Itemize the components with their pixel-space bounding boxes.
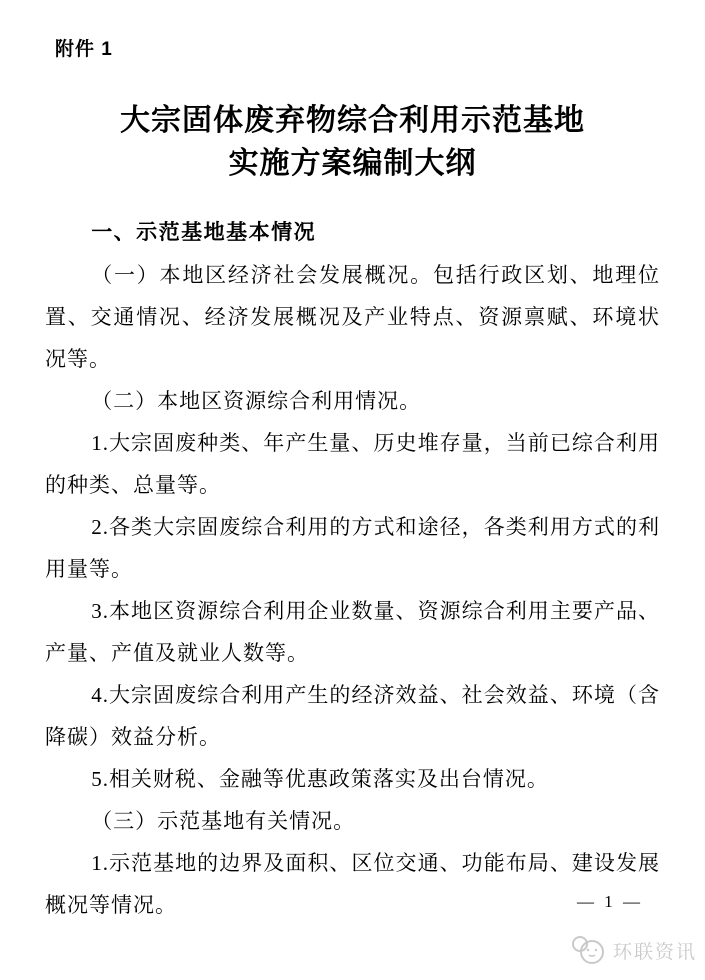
section-heading: 一、示范基地基本情况	[91, 221, 317, 244]
body-paragraph: 5.相关财税、金融等优惠政策落实及出台情况。	[91, 767, 549, 791]
watermark-text: 环联资讯	[612, 941, 697, 963]
huanlian-logo-icon	[569, 934, 607, 966]
title-line-2: 实施方案编制大纲	[228, 147, 477, 180]
body-paragraph: （一）本地区经济社会发展概况。包括行政区划、地理位置、交通情况、经济发展概况及产业特点、资源禀赋、环境状况等。	[45, 263, 660, 371]
page-number: — 1 —	[577, 892, 643, 911]
body-paragraph: 1.大宗固废种类、年产生量、历史堆存量，当前已综合利用的种类、总量等。	[45, 431, 660, 497]
document-body	[45, 212, 660, 926]
body-paragraph: （二）本地区资源综合利用情况。	[91, 389, 422, 413]
body-paragraph: 3.本地区资源综合利用企业数量、资源综合利用主要产品、产量、产值及就业人数等。	[45, 599, 660, 665]
title-line-1: 大宗固体废弃物综合利用示范基地	[120, 104, 585, 137]
body-paragraph: 1.示范基地的边界及面积、区位交通、功能布局、建设发展概况等情况。	[45, 851, 660, 917]
body-paragraph: （三）示范基地有关情况。	[91, 809, 356, 833]
body-paragraph: 4.大宗固废综合利用产生的经济效益、社会效益、环境（含降碳）效益分析。	[45, 683, 660, 749]
document-title	[0, 99, 705, 185]
body-paragraph: 2.各类大宗固废综合利用的方式和途径，各类利用方式的利用量等。	[45, 515, 660, 581]
attachment-label: 附件 1	[55, 39, 113, 60]
watermark	[569, 934, 697, 966]
